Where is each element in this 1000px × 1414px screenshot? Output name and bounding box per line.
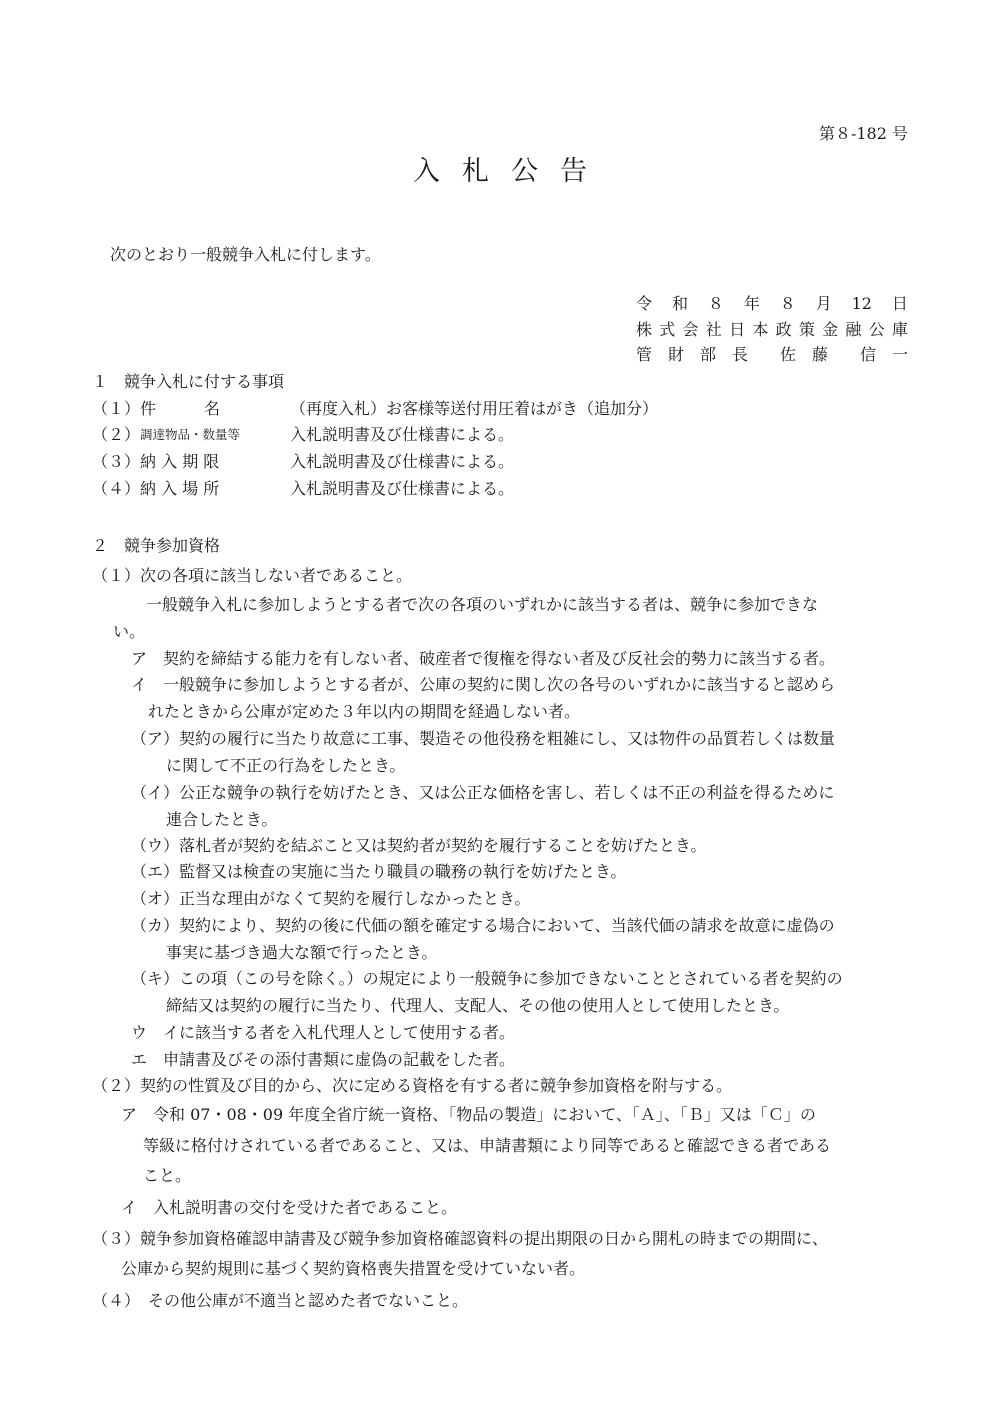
section-2-heading: ２ 競争参加資格 — [92, 536, 221, 555]
paragraph-line: 一般競争入札に参加しようとする者で次の各項のいずれかに該当する者は、競争に参加できな — [146, 595, 819, 614]
issuer-char: 公 — [868, 320, 885, 339]
item-2-clause-a-continued: 等級に格付けされている者であること、又は、申請書類により同等であると確認できる者である — [143, 1136, 832, 1155]
item-number: （４） — [92, 479, 141, 498]
subclause-ki: （キ）この項（この号を除く。）の規定により一般競争に参加できないこととされている者を契約の — [131, 969, 843, 988]
officer-char: 部 — [700, 345, 717, 364]
item-value: 入札説明書及び仕様書による。 — [290, 425, 515, 444]
clause-a: ア 契約を締結する能力を有しない者、破産者で復権を得ない者及び反社会的勢力に該当する者。 — [131, 649, 836, 668]
section-2-item-1: （１）次の各項に該当しない者であること。 — [92, 566, 413, 585]
issuer-char: 政 — [775, 320, 792, 339]
clause-i-continued: れたときから公庫が定めた３年以内の期間を経過しない者。 — [148, 702, 581, 721]
section-2-item-4: （４） その他公庫が不適当と認めた者でないこと。 — [92, 1291, 469, 1310]
item-label: 件 名 — [140, 399, 221, 418]
section-1-item — [92, 423, 514, 447]
date-char: ８ — [779, 294, 796, 313]
item-2-clause-a: ア 令和 07・08・09 年度全省庁統一資格、「物品の製造」において、「Ａ」、「Ｂ」又は「Ｃ」の — [121, 1105, 816, 1124]
officer-char: 財 — [668, 345, 685, 364]
item-value: 入札説明書及び仕様書による。 — [290, 452, 515, 471]
item-2-clause-a-continued: こと。 — [143, 1166, 192, 1185]
item-value: 入札説明書及び仕様書による。 — [290, 479, 515, 498]
issuer-char: 社 — [705, 320, 722, 339]
subclause-e: （エ）監督又は検査の実施に当たり職員の職務の執行を妨げたとき。 — [131, 862, 627, 881]
officer-char: 長 — [732, 345, 749, 364]
officer-char: 管 — [636, 345, 653, 364]
section-1-heading: １ 競争入札に付する事項 — [92, 372, 285, 391]
date-char: 年 — [743, 294, 760, 313]
date-char: 月 — [815, 294, 832, 313]
item-label: 調達物品・数量等 — [140, 427, 241, 442]
issuer-char: 日 — [729, 320, 746, 339]
section-2-item-2: （２）契約の性質及び目的から、次に定める資格を有する者に競争参加資格を附与する。 — [92, 1076, 733, 1095]
issuer-char: 会 — [682, 320, 699, 339]
item-2-clause-i: イ 入札説明書の交付を受けた者であること。 — [121, 1198, 458, 1217]
date-char: ８ — [707, 294, 724, 313]
item-number: （１） — [92, 399, 141, 418]
subclause-ka: （カ）契約により、契約の後に代価の額を確定する場合において、当該代価の請求を故意に虚偽の — [131, 916, 835, 935]
date-char: 日 — [891, 294, 908, 313]
subclause-ka-continued: 事実に基づき過大な額で行ったとき。 — [166, 943, 438, 962]
officer-name — [636, 343, 908, 367]
announcement-date — [636, 292, 908, 316]
clause-i: イ 一般競争に参加しようとする者が、公庫の契約に関し次の各号のいずれかに該当すると認めら — [131, 675, 836, 694]
subclause-a: （ア）契約の履行に当たり故意に工事、製造その他役務を粗雑にし、又は物件の品質若しくは数量 — [131, 729, 836, 748]
officer-char: 信 — [859, 345, 876, 364]
subclause-u: （ウ）落札者が契約を結ぶこと又は契約者が契約を履行することを妨げたとき。 — [131, 836, 707, 855]
item-number: （２） — [92, 425, 141, 444]
issuer-char: 本 — [752, 320, 769, 339]
officer-char: 一 — [891, 345, 908, 364]
subclause-i: （イ）公正な競争の執行を妨げたとき、又は公正な価格を害し、若しくは不正の利益を得るために — [131, 783, 835, 802]
subclause-ki-continued: 締結又は契約の履行に当たり、代理人、支配人、その他の使用人として使用したとき。 — [166, 996, 790, 1015]
issuer-char: 株 — [636, 320, 653, 339]
item-value: （再度入札）お客様等送付用圧着はがき（追加分） — [290, 399, 659, 418]
section-1-item — [92, 477, 514, 501]
issuer-char: 金 — [822, 320, 839, 339]
clause-u: ウ イに該当する者を入札代理人として使用する者。 — [131, 1023, 516, 1042]
clause-e: エ 申請書及びその添付書類に虚偽の記載をした者。 — [131, 1050, 516, 1069]
date-char: 12 — [851, 294, 872, 313]
date-char: 令 — [636, 294, 653, 313]
item-label: 納 入 期 限 — [140, 452, 220, 471]
intro-text: 次のとおり一般競争入札に付します。 — [110, 245, 381, 264]
section-2-item-3-continued: 公庫から契約規則に基づく契約資格喪失措置を受けていない者。 — [121, 1259, 586, 1278]
section-1-item — [92, 450, 514, 474]
document-number: 第８-182 号 — [818, 124, 908, 143]
subclause-a-continued: に関して不正の行為をしたとき。 — [166, 756, 406, 775]
paragraph-line: い。 — [113, 622, 146, 641]
item-label: 納 入 場 所 — [140, 479, 220, 498]
subclause-i-continued: 連合したとき。 — [166, 810, 278, 829]
page-title: 入札公告 — [413, 156, 609, 187]
subclause-o: （オ）正当な理由がなくて契約を履行しなかったとき。 — [131, 889, 531, 908]
issuer-char: 策 — [798, 320, 815, 339]
section-1-item — [92, 397, 658, 421]
issuer-char: 庫 — [891, 320, 908, 339]
issuer-name — [636, 318, 908, 342]
item-number: （３） — [92, 452, 141, 471]
issuer-char: 式 — [659, 320, 676, 339]
section-2-item-3: （３）競争参加資格確認申請書及び競争参加資格確認資料の提出期限の日から開札の時までの期間に、 — [92, 1229, 829, 1248]
date-char: 和 — [671, 294, 688, 313]
officer-char: 藤 — [811, 345, 828, 364]
issuer-char: 融 — [845, 320, 862, 339]
officer-char: 佐 — [779, 345, 796, 364]
